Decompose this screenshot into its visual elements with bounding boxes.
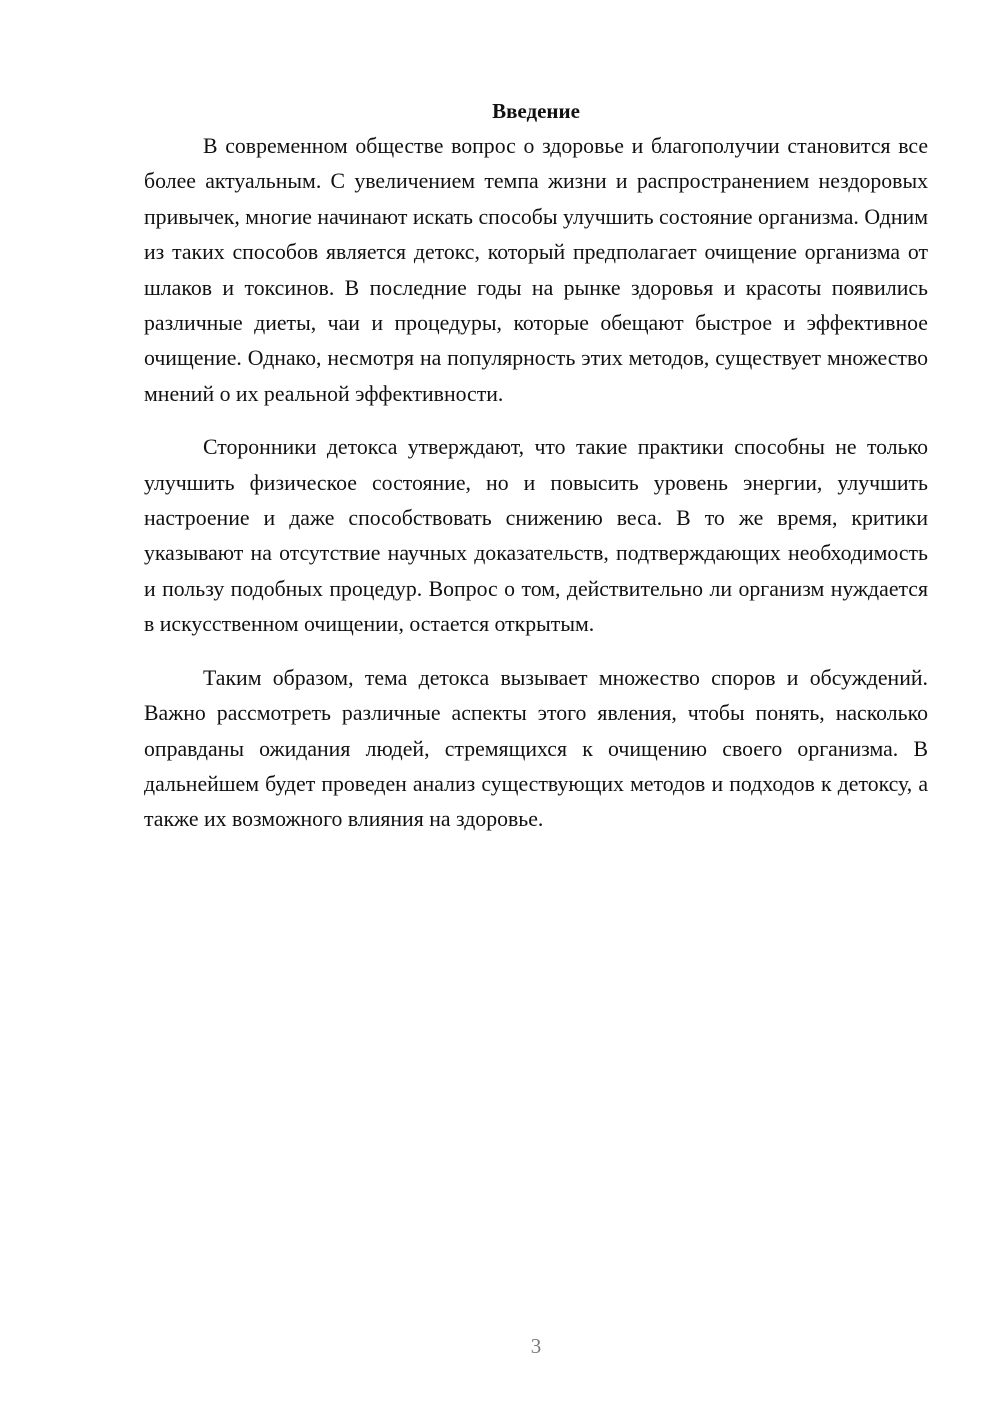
paragraph-2: Сторонники детокса утверждают, что такие практики способны не только улучшить физическое состояние, но и повысить уровень энергии, улучшить настроение и даже способствовать снижению веса. В то же время, критики указывают на отсутствие научных доказательств, подтверждающих необходимость и пользу подобных процедур. Вопрос о том, действительно ли организм нуждается в искусственном очищении, остается открытым. xyxy=(144,435,928,637)
paragraph-1: В современном обществе вопрос о здоровье и благополучии становится все более актуальным. С увеличением темпа жизни и распространением нездоровых привычек, многие начинают искать способы улучшить состояние организма. Одним из таких способов является детокс, который предполагает очищение организма от шлаков и токсинов. В последние годы на рынке здоровья и красоты появились различные диеты, чаи и процедуры, которые обещают быстрое и эффективное очищение. Однако, несмотря на популярность этих методов, существует множество мнений о их реальной эффективности. xyxy=(144,134,928,406)
page-content xyxy=(144,96,928,856)
page-number: 3 xyxy=(530,1334,542,1358)
section-heading: Введение xyxy=(492,99,580,123)
paragraph-3: Таким образом, тема детокса вызывает множество споров и обсуждений. Важно рассмотреть различные аспекты этого явления, чтобы понять, насколько оправданы ожидания людей, стремящихся к очищению своего организма. В дальнейшем будет проведен анализ существующих методов и подходов к детоксу, а также их возможного влияния на здоровье. xyxy=(144,665,928,832)
